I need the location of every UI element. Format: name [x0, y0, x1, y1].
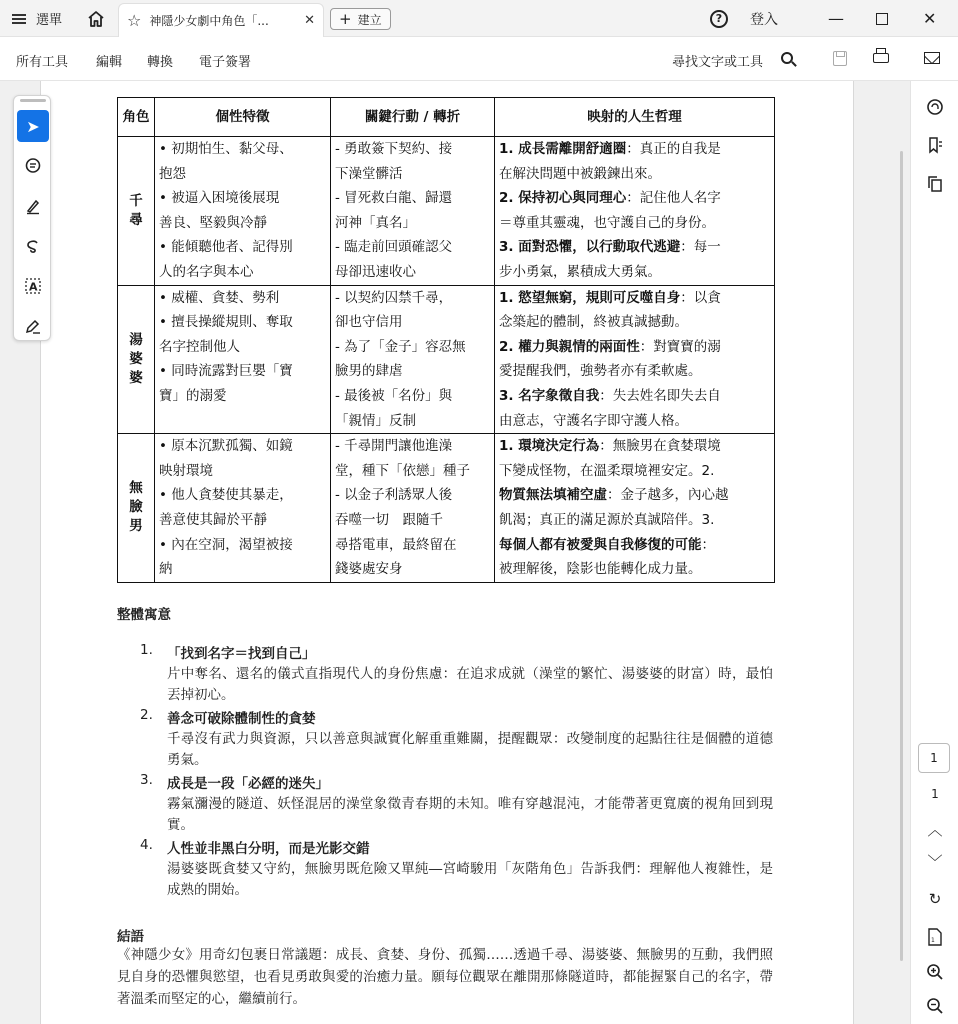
traits-cell	[155, 434, 331, 583]
philosophy-text: ：真正的自我是	[626, 141, 721, 157]
traits-line: • 能傾聽他者、記得別	[159, 239, 293, 256]
menu-label: 選單	[36, 13, 63, 28]
role-cell	[118, 285, 155, 434]
traits-line: 名字控制他人	[159, 338, 240, 355]
traits-line: • 威權、貪婪、勢利	[159, 289, 280, 306]
traits-line: 善良、堅毅與冷靜	[159, 214, 267, 231]
window-close-icon[interactable]: ✕	[923, 9, 937, 28]
philosophy-text: 念築起的體制，終被真誠撼動。	[499, 314, 688, 331]
philosophy-text: ：金子越多，內心越	[607, 487, 729, 504]
table-row	[118, 434, 775, 583]
annotation-toolbar	[13, 95, 51, 341]
philosophy-line	[499, 235, 770, 260]
traits-line: 映射環境	[159, 462, 213, 479]
header-actions: 關鍵行動 / 轉折	[331, 98, 495, 137]
traits-line: 寶」的溺愛	[159, 387, 227, 404]
philosophy-line	[499, 533, 770, 558]
actions-line: 臉男的肆虐	[335, 363, 403, 380]
traits-cell	[155, 137, 331, 286]
vertical-scrollbar[interactable]	[900, 151, 903, 961]
character-table	[117, 97, 775, 583]
traits-line: • 他人貪婪使其暴走，	[159, 487, 293, 504]
list-item-description: 湯婆婆既貪婪又守約，無臉男既危險又單純―宮崎駿用「灰階角色」告訴我們：理解他人複雜性，是成熟的開始。	[167, 861, 773, 898]
refresh-icon[interactable]: ↻	[928, 890, 942, 908]
table-row	[118, 137, 775, 286]
star-icon[interactable]: ☆	[127, 11, 142, 30]
copy-pages-icon[interactable]	[923, 172, 947, 196]
page-total: 1	[931, 787, 939, 801]
traits-line: • 初期怕生、黏父母、	[159, 141, 293, 157]
philosophy-line	[499, 137, 770, 162]
philosophy-bold: 每個人都有被愛與自我修復的可能	[499, 536, 702, 553]
philosophy-text: ：	[701, 536, 715, 553]
overall-heading: 整體寓意	[117, 607, 171, 623]
list-item-description: 千尋沒有武力與資源，只以善意與誠實化解重重難關，提醒觀眾：改變制度的起點往往是個體的道德勇氣。	[167, 731, 773, 768]
minimize-icon[interactable]: —	[828, 9, 844, 28]
role-cell	[118, 434, 155, 583]
philosophy-text: 被理解後，陰影也能轉化成力量。	[499, 561, 702, 578]
mail-icon[interactable]	[921, 47, 943, 69]
philosophy-line	[499, 186, 770, 211]
philosophy-line	[499, 434, 770, 459]
actions-line: - 冒死救白龍、歸還	[335, 190, 453, 207]
highlight-pen-icon[interactable]	[17, 190, 49, 222]
role-char: 男	[129, 518, 143, 535]
chevron-up-icon[interactable]: ︿	[927, 820, 943, 839]
philosophy-text: 由意志，守護名字即守護人格。	[499, 412, 688, 429]
toolbar	[0, 37, 958, 81]
all-tools-link[interactable]: 所有工具	[16, 55, 69, 70]
sign-pen-icon[interactable]	[17, 310, 49, 342]
actions-line: 吞噬一切 跟隨千	[335, 511, 443, 528]
print-icon[interactable]	[870, 47, 892, 69]
philosophy-text: 飢渴；真正的滿足源於真誠陪伴。3.	[499, 511, 715, 528]
philosophy-cell	[495, 285, 775, 434]
list-item-number: 1.	[140, 642, 153, 658]
list-item-title: 「找到名字＝找到自己」	[167, 646, 316, 662]
philosophy-line	[499, 483, 770, 508]
actions-line: - 最後被「名份」與	[335, 387, 453, 404]
role-char: 婆	[129, 369, 143, 386]
save-icon[interactable]	[829, 47, 851, 69]
maximize-button[interactable]	[876, 0, 888, 37]
zoom-in-icon[interactable]	[923, 960, 947, 984]
philosophy-bold: 2. 保持初心與同理心	[499, 190, 627, 207]
home-icon	[86, 9, 106, 29]
plus-icon: +	[339, 10, 352, 28]
traits-line: 納	[159, 561, 173, 578]
philosophy-line	[499, 508, 770, 533]
svg-text:A: A	[29, 280, 38, 294]
actions-line: - 以金子利誘眾人後	[335, 487, 453, 504]
actions-line: 卻也守信用	[335, 314, 403, 331]
philosophy-cell	[495, 434, 775, 583]
new-tab-button[interactable]	[330, 8, 391, 30]
traits-line: • 內在空洞，渴望被接	[159, 536, 293, 553]
actions-line: - 以契約囚禁千尋，	[335, 289, 453, 306]
actions-line: - 千尋開門讓他進澡	[335, 438, 453, 455]
header-philosophy: 映射的人生哲理	[495, 98, 775, 137]
philosophy-bold: 1. 環境決定行為	[499, 438, 600, 455]
philosophy-bold: 物質無法填補空虛	[499, 487, 607, 504]
zoom-out-icon[interactable]	[923, 994, 947, 1018]
edit-link[interactable]: 編輯	[96, 55, 123, 70]
list-item-title: 人性並非黑白分明，而是光影交錯	[167, 841, 370, 857]
actions-line: 「親情」反制	[335, 412, 416, 429]
philosophy-line	[499, 359, 770, 384]
menu-button[interactable]	[12, 0, 62, 37]
toolbar-grip[interactable]	[20, 99, 46, 102]
comments-panel-icon[interactable]	[923, 95, 947, 119]
philosophy-cell	[495, 137, 775, 286]
traits-line: • 擅長操縱規則、奪取	[159, 314, 293, 331]
traits-line: 善意使其歸於平靜	[159, 511, 267, 528]
philosophy-bold: 3. 名字象徵自我	[499, 387, 600, 404]
actions-line: - 為了「金子」容忍無	[335, 338, 466, 355]
table-header-row	[118, 98, 775, 137]
help-button[interactable]	[710, 0, 728, 37]
actions-line: 母卻迅速收心	[335, 263, 416, 280]
select-cursor-icon[interactable]: ➤	[17, 110, 49, 142]
traits-cell	[155, 285, 331, 434]
actions-line: 下澡堂髒活	[335, 165, 403, 182]
philosophy-line	[499, 459, 770, 484]
role-char: 婆	[129, 350, 143, 367]
actions-cell	[331, 285, 495, 434]
actions-line: 河神「真名」	[335, 214, 416, 231]
role-char: 湯	[129, 331, 143, 348]
philosophy-line	[499, 260, 770, 285]
role-cell	[118, 137, 155, 286]
page-info-icon[interactable]	[923, 925, 947, 949]
svg-text:1: 1	[931, 937, 935, 944]
list-item-title: 善念可破除體制性的貪婪	[167, 711, 316, 727]
signin-button[interactable]: 登入	[750, 11, 778, 28]
hamburger-icon	[12, 14, 26, 24]
philosophy-line	[499, 335, 770, 360]
traits-line: 抱怨	[159, 165, 186, 182]
traits-line: • 原本沉默孤獨、如鏡	[159, 438, 293, 455]
actions-cell	[331, 137, 495, 286]
chevron-down-icon[interactable]: ﹀	[927, 852, 943, 871]
role-char: 無	[129, 480, 143, 497]
actions-line: 堂，種下「依戀」種子	[335, 462, 470, 479]
philosophy-text: 步小勇氣，累積成大勇氣。	[499, 263, 661, 280]
home-button[interactable]	[86, 0, 106, 37]
document-tab[interactable]	[118, 3, 324, 37]
list-item-description: 片中奪名、還名的儀式直指現代人的身份焦慮：在追求成就（澡堂的繁忙、湯婆婆的財富）時，最怕丟掉初心。	[167, 666, 773, 703]
traits-line: 人的名字與本心	[159, 263, 254, 280]
role-char: 千	[129, 192, 143, 209]
help-icon: ?	[710, 10, 728, 28]
table-body	[118, 137, 775, 583]
comment-icon[interactable]	[17, 150, 49, 182]
philosophy-text: 愛提醒我們，強勢者亦有柔軟處。	[499, 363, 702, 380]
new-tab-label: 建立	[357, 12, 382, 27]
maximize-icon	[876, 13, 888, 25]
list-item-number: 2.	[140, 707, 153, 723]
esign-link[interactable]: 電子簽署	[199, 55, 252, 70]
tab-title: 神隱少女劇中角色「...	[149, 14, 269, 28]
list-item-title: 成長是一段「必經的迷失」	[167, 776, 329, 792]
header-traits: 個性特徵	[155, 98, 331, 137]
header-role: 角色	[118, 98, 155, 137]
philosophy-bold: 2. 權力與親情的兩面性	[499, 338, 640, 355]
role-char: 尋	[129, 211, 143, 228]
list-item-number: 4.	[140, 837, 153, 853]
philosophy-text: ：記住他人名字	[626, 190, 721, 207]
philosophy-text: 下變成怪物，在溫柔環境裡安定。2.	[499, 462, 715, 479]
philosophy-line	[499, 409, 770, 434]
philosophy-line	[499, 557, 770, 582]
philosophy-line	[499, 310, 770, 335]
actions-cell	[331, 434, 495, 583]
right-side-panel	[910, 81, 958, 1024]
table-row	[118, 285, 775, 434]
philosophy-bold: 3. 面對恐懼，以行動取代逃避	[499, 239, 681, 256]
actions-line: 尋搭電車，最終留在	[335, 536, 457, 553]
conclusion-heading: 結語	[117, 929, 144, 945]
philosophy-text: ：對寶寶的溺	[639, 338, 721, 355]
conclusion-text: 《神隱少女》用奇幻包裹日常議題：成長、貪婪、身份、孤獨……透過千尋、湯婆婆、無臉男的互動，我們照見自身的恐懼與慾望，也看見勇敢與愛的治癒力量。願每位觀眾在離開那條隧道時，都能握緊自己的名字，帶著溫柔而堅定的心，繼續前行。	[117, 947, 773, 1007]
draw-freehand-icon[interactable]	[17, 230, 49, 262]
search-label[interactable]: 尋找文字或工具	[672, 55, 764, 70]
philosophy-line	[499, 162, 770, 187]
traits-line: • 被逼入困境後展現	[159, 190, 280, 207]
philosophy-text: ：失去姓名即失去自	[599, 387, 721, 404]
traits-line: • 同時流露對巨嬰「寶	[159, 363, 293, 380]
philosophy-line	[499, 286, 770, 311]
list-item-number: 3.	[140, 772, 153, 788]
actions-line: - 臨走前回頭確認父	[335, 239, 453, 256]
philosophy-bold: 1. 慾望無窮，規則可反噬自身	[499, 289, 681, 306]
role-char: 臉	[129, 499, 143, 516]
philosophy-text: ：每一	[680, 239, 721, 256]
convert-link[interactable]: 轉換	[147, 55, 174, 70]
list-item-description: 霧氣瀰漫的隧道、妖怪混居的澡堂象徵青春期的未知。唯有穿越混沌，才能帶著更寬廣的視角回到現實。	[167, 796, 773, 833]
page-number-input[interactable]: 1	[918, 743, 950, 773]
search-icon[interactable]	[776, 47, 798, 69]
philosophy-text: 在解決問題中被鍛鍊出來。	[499, 165, 661, 182]
philosophy-text: ＝尊重其靈魂，也守護自己的身份。	[499, 214, 715, 231]
close-icon[interactable]: ✕	[304, 13, 315, 28]
bookmark-icon[interactable]	[923, 133, 947, 157]
actions-line: - 勇敢簽下契約、接	[335, 141, 453, 157]
title-bar	[0, 0, 958, 37]
philosophy-text: ：無臉男在貪婪環境	[599, 438, 721, 455]
philosophy-line	[499, 211, 770, 236]
philosophy-text: ：以貪	[680, 289, 721, 306]
text-box-icon[interactable]	[17, 270, 49, 302]
actions-line: 錢婆處安身	[335, 561, 403, 578]
philosophy-bold: 1. 成長需離開舒適圈	[499, 141, 627, 157]
philosophy-line	[499, 384, 770, 409]
